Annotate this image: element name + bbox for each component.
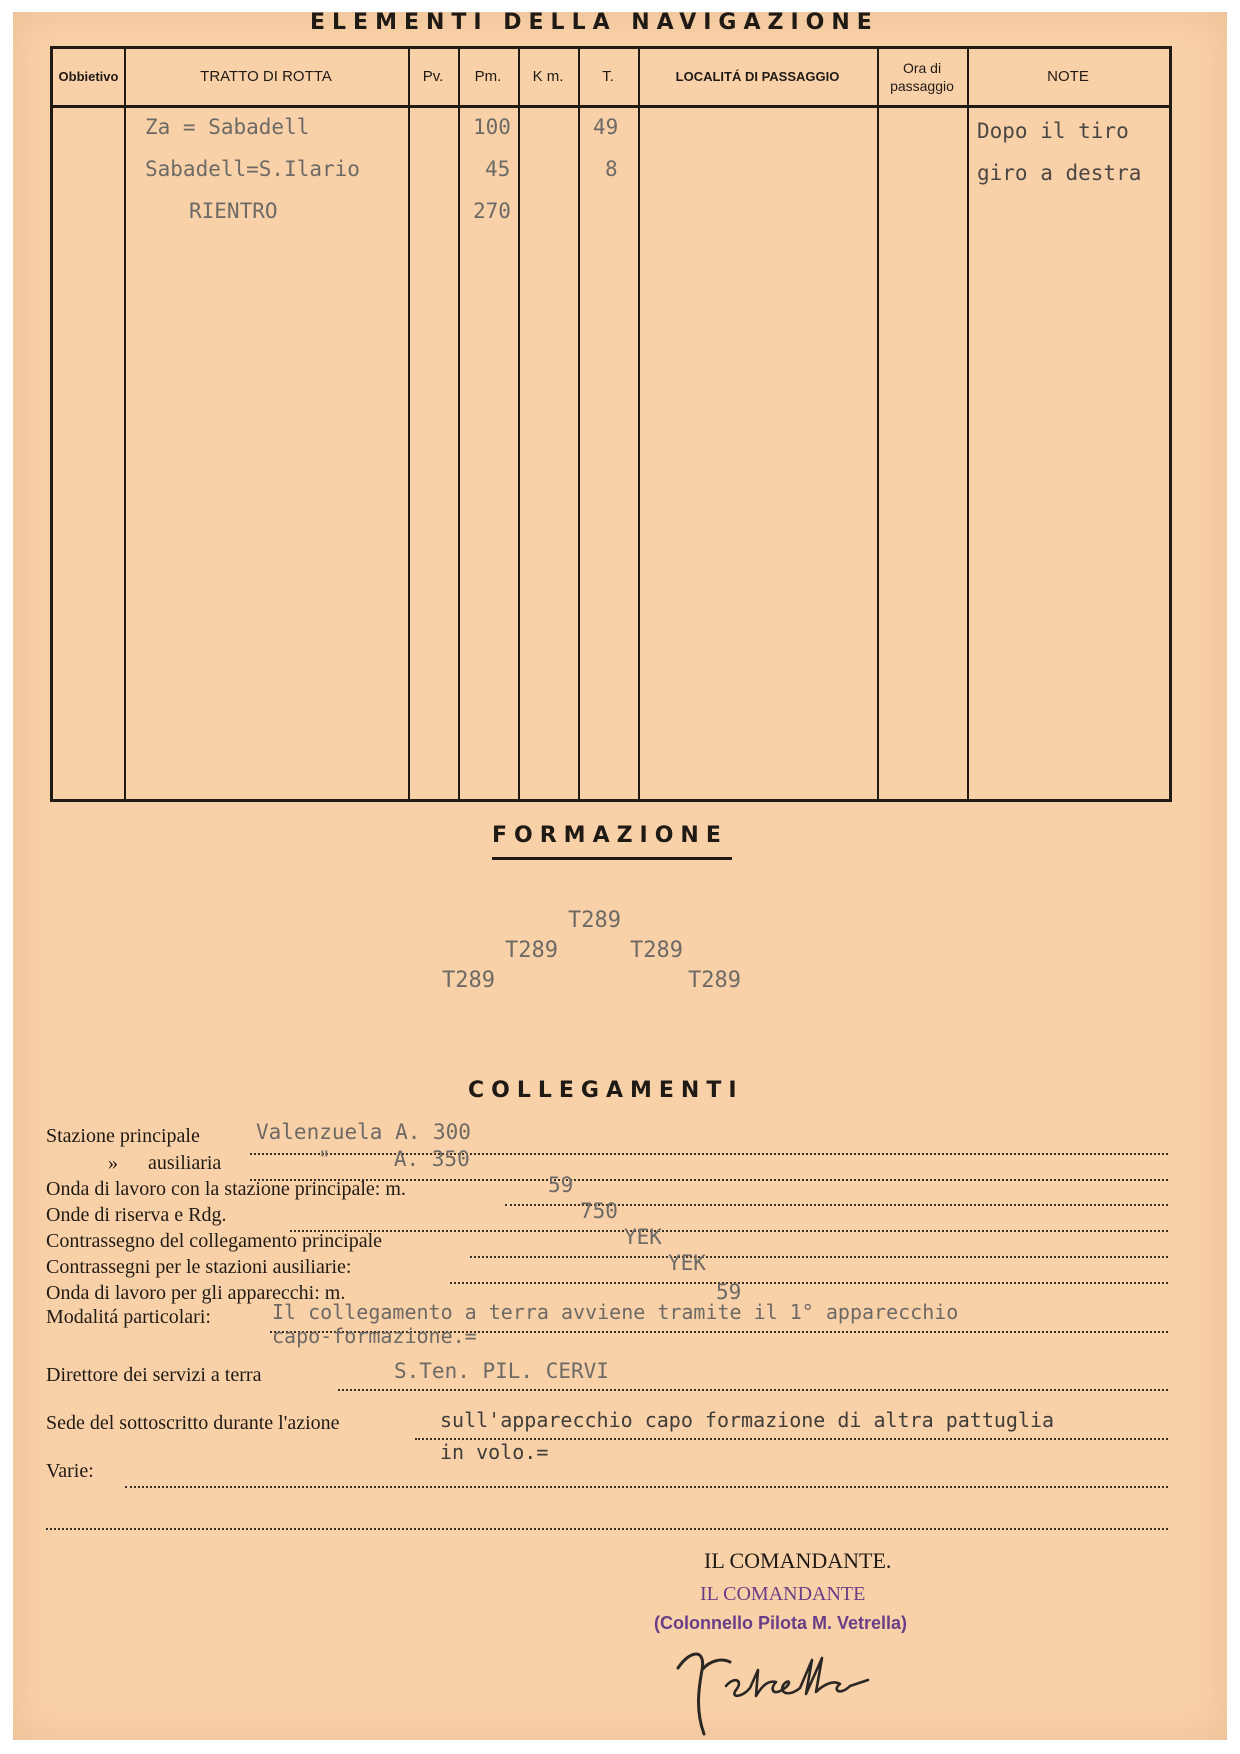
- aircraft-lead: T289: [568, 908, 621, 933]
- row-1-note: Dopo il tiro: [977, 119, 1129, 143]
- sede-line1: sull'apparecchio capo formazione di altra pattuglia: [440, 1408, 1055, 1432]
- stazione-principale-value: Valenzuela A. 300: [256, 1120, 471, 1144]
- column-divider: [518, 49, 520, 799]
- header-km: K m.: [532, 68, 564, 85]
- formazione-title: FORMAZIONE: [492, 823, 728, 848]
- dotted-line: [290, 1230, 1168, 1232]
- row-3-tratto: RIENTRO: [189, 199, 278, 223]
- modalita-line2: capo-formazione.=: [272, 1324, 477, 1348]
- header-ora-di-passaggio: [877, 49, 967, 105]
- aircraft-left-outer: T289: [442, 968, 495, 993]
- comandante-printed-title: IL COMANDANTE.: [704, 1548, 892, 1573]
- row-1-t: 49: [593, 115, 619, 139]
- column-divider: [578, 49, 580, 799]
- collegamenti-title: COLLEGAMENTI: [468, 1078, 744, 1103]
- column-divider: [877, 49, 879, 799]
- dotted-line: [46, 1528, 1168, 1530]
- header-ora-line2: passaggio: [890, 78, 954, 94]
- onde-riserva-value: 750: [580, 1199, 618, 1223]
- contrassegni-ausiliarie-label: Contrassegni per le stazioni ausiliarie:: [46, 1256, 352, 1278]
- handwritten-signature: [672, 1640, 892, 1740]
- column-divider: [638, 49, 640, 799]
- header-pm: Pm.: [474, 68, 502, 85]
- navigation-table: [50, 46, 1172, 802]
- modalita-label: Modalitá particolari:: [46, 1306, 211, 1328]
- navigation-title: ELEMENTI DELLA NAVIGAZIONE: [310, 10, 879, 35]
- row-1-pm: 100: [473, 115, 511, 139]
- onde-riserva-label: Onde di riserva e Rdg.: [46, 1204, 227, 1226]
- ausiliaria-label: ausiliaria: [148, 1152, 222, 1174]
- comandante-stamp-name: (Colonnello Pilota M. Vetrella): [654, 1613, 908, 1633]
- stazione-principale-label: Stazione principale: [46, 1125, 200, 1147]
- dotted-line: [338, 1389, 1168, 1391]
- varie-label: Varie:: [46, 1460, 94, 1482]
- dotted-line: [450, 1282, 1168, 1284]
- header-rule: [53, 105, 1169, 108]
- dotted-line: [125, 1486, 1168, 1488]
- row-2-tratto: Sabadell=S.Ilario: [145, 157, 360, 181]
- row-1-tratto: Za = Sabadell: [145, 115, 310, 139]
- direttore-value: S.Ten. PIL. CERVI: [394, 1359, 609, 1383]
- sede-label: Sede del sottoscritto durante l'azione: [46, 1412, 340, 1434]
- contrassegno-principale-value: YEK: [624, 1225, 662, 1249]
- header-ora-line1: Ora di: [902, 60, 942, 76]
- onda-lavoro-label: Onda di lavoro con la stazione principale: m.: [46, 1178, 406, 1200]
- header-tratto-di-rotta: TRATTO DI ROTTA: [200, 68, 332, 85]
- column-divider: [124, 49, 126, 799]
- row-2-note: giro a destra: [977, 161, 1142, 185]
- onda-apparecchi-value: 59: [716, 1280, 742, 1304]
- row-2-t: 8: [605, 157, 618, 181]
- header-obbietivo: Obbietivo: [58, 69, 119, 84]
- aircraft-right-wing: T289: [630, 938, 683, 963]
- ausiliaria-marker: »: [108, 1152, 118, 1174]
- aircraft-right-outer: T289: [688, 968, 741, 993]
- comandante-stamp-title: IL COMANDANTE: [700, 1583, 866, 1605]
- header-localita: LOCALITÁ DI PASSAGGIO: [675, 69, 840, 84]
- ausiliaria-value: " A. 350: [318, 1147, 470, 1171]
- row-3-pm: 270: [473, 199, 511, 223]
- contrassegni-ausiliarie-value: YEK: [668, 1251, 706, 1275]
- header-pv: Pv.: [422, 68, 444, 85]
- contrassegno-principale-label: Contrassegno del collegamento principale: [46, 1230, 383, 1252]
- onda-lavoro-value: 59: [548, 1173, 574, 1197]
- direttore-label: Direttore dei servizi a terra: [46, 1364, 262, 1386]
- column-divider: [967, 49, 969, 799]
- column-divider: [458, 49, 460, 799]
- formazione-underline: [492, 857, 732, 860]
- header-t: T.: [602, 68, 614, 85]
- modalita-line1: Il collegamento a terra avviene tramite il 1° apparecchio: [272, 1300, 959, 1324]
- column-divider: [408, 49, 410, 799]
- header-note: NOTE: [1047, 68, 1089, 85]
- aircraft-left-wing: T289: [505, 938, 558, 963]
- onda-apparecchi-label: Onda di lavoro per gli apparecchi: m.: [46, 1282, 346, 1304]
- dotted-line: [470, 1256, 1168, 1258]
- row-2-pm: 45: [485, 157, 511, 181]
- sede-line2: in volo.=: [440, 1440, 549, 1464]
